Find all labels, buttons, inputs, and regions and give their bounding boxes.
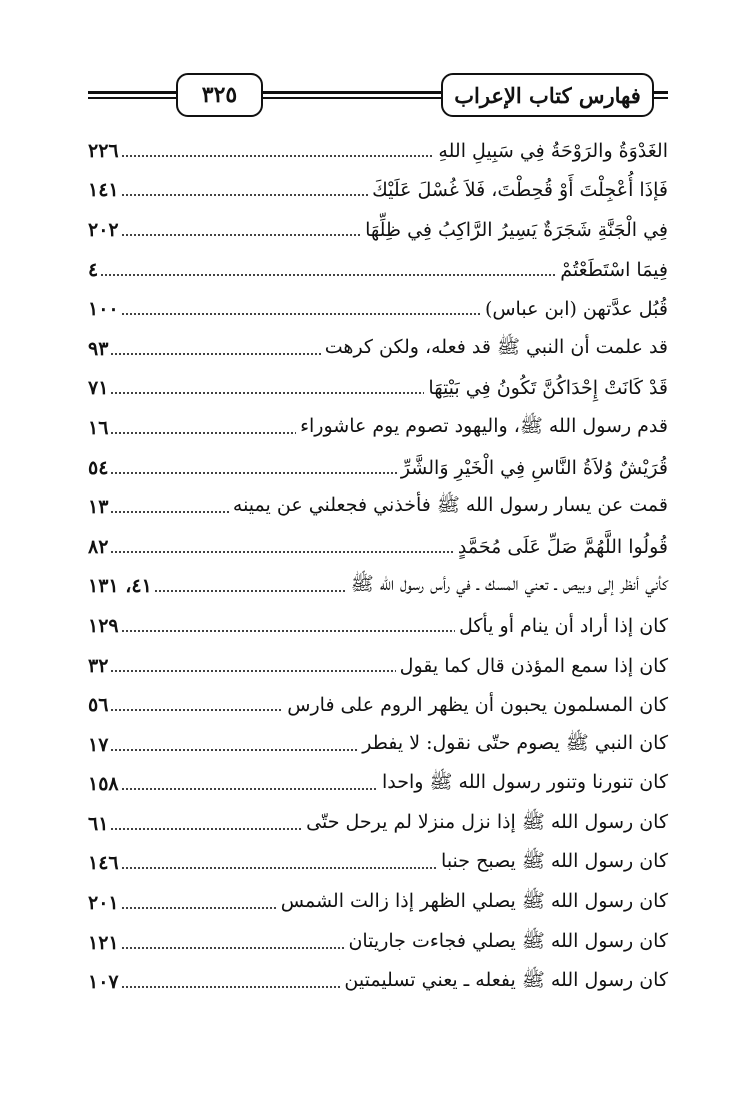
entry-page: ١٧ [88, 733, 109, 756]
entry-text: قَدْ كَانَتْ إِحْدَاكُنَّ تَكُونُ فِي بَيْتِهَا [428, 377, 668, 400]
dot-leader [110, 828, 302, 830]
entry-text: قُولُوا اللَّهُمَّ صَلِّ عَلَى مُحَمَّدٍ [457, 535, 668, 558]
entry-page: ١٢١ [88, 931, 119, 954]
dot-leader [154, 590, 347, 592]
entry-page: ١٥٨ [88, 773, 119, 796]
index-entry [88, 646, 668, 686]
index-entry [88, 527, 668, 567]
dot-leader [110, 432, 296, 434]
dot-leader [121, 788, 378, 790]
dot-leader [110, 511, 228, 513]
index-entry [88, 448, 668, 488]
dot-leader [121, 194, 368, 196]
dot-leader [100, 274, 556, 276]
entry-page: ١٤١ [88, 179, 119, 202]
dot-leader [110, 472, 396, 474]
entry-page: ٦١ [88, 812, 109, 835]
entry-page: ٩٣ [88, 337, 109, 360]
entry-text: كان رسول الله ﷺ يصبح جنبا [441, 850, 668, 873]
entry-text: كان النبي ﷺ يصوم حتّى نقول: لا يفطر [362, 731, 668, 754]
index-entry [88, 844, 668, 884]
entry-text: قُبُل عدَّتهن (ابن عباس) [484, 298, 668, 321]
page-number: ٣٢٥ [176, 73, 263, 117]
dot-leader [121, 986, 341, 988]
index-entry [88, 725, 668, 765]
entry-text: كان إذا أراد أن ينام أو يأكل [458, 614, 668, 637]
entry-text: كان إذا سمع المؤذن قال كما يقول [399, 654, 668, 677]
index-entry [88, 369, 668, 409]
dot-leader [121, 907, 277, 909]
index-entry [88, 289, 668, 329]
dot-leader [121, 947, 345, 949]
dot-leader [121, 155, 435, 157]
dot-leader [110, 551, 453, 553]
entry-text: قمت عن يسار رسول الله ﷺ فأخذني فجعلني عن يمينه [232, 494, 668, 517]
entry-page: ٢٠٢ [88, 218, 119, 241]
entry-text: الغَدْوَةُ والرَوْحَةُ فِي سَبِيلِ اللهِ [438, 139, 668, 162]
dot-leader [110, 670, 395, 672]
entry-page: ٤١، ١٣١ [88, 575, 152, 598]
entry-text: فِيمَا اسْتَطَعْتُمْ [560, 258, 668, 281]
entry-text: قد علمت أن النبي ﷺ قد فعله، ولكن كرهت [324, 335, 668, 358]
hadith-index-list [88, 131, 668, 1002]
entry-text: فِي الْجَنَّةِ شَجَرَةٌ يَسِيرُ الرَّاكِبُ فِي ظِلِّهَا [365, 218, 668, 241]
entry-text: قدم رسول الله ﷺ، واليهود تصوم يوم عاشوراء [300, 414, 668, 437]
index-entry [88, 685, 668, 725]
book-index-title: فهارس كتاب الإعراب [441, 73, 654, 117]
entry-page: ٨٢ [88, 535, 109, 558]
entry-page: ٣٢ [88, 654, 109, 677]
entry-text: كان رسول الله ﷺ إذا نزل منزلا لم يرحل حتّى [306, 810, 668, 833]
index-entry [88, 765, 668, 805]
index-entry [88, 923, 668, 963]
entry-text: قُرَيْشٌ وُلاَةُ النَّاسِ فِي الْخَيْرِ وَالشَّرِّ [400, 456, 668, 479]
index-entry [88, 567, 668, 607]
dot-leader [110, 749, 358, 751]
index-entry [88, 171, 668, 211]
entry-page: ١٠٠ [88, 298, 119, 321]
dot-leader [121, 630, 455, 632]
entry-text: كان رسول الله ﷺ يصلي فجاءت جاريتان [348, 929, 668, 952]
entry-page: ١٣ [88, 496, 109, 519]
index-entry [88, 408, 668, 448]
index-entry [88, 883, 668, 923]
index-entry [88, 329, 668, 369]
entry-page: ٥٦ [88, 694, 109, 717]
dot-leader [110, 392, 424, 394]
entry-page: ٤ [88, 258, 99, 281]
entry-page: ٢٠١ [88, 892, 119, 915]
index-entry [88, 250, 668, 290]
index-entry [88, 804, 668, 844]
entry-text: كان رسول الله ﷺ يفعله ـ يعني تسليمتين [344, 969, 668, 992]
page-header [0, 0, 754, 130]
dot-leader [121, 867, 437, 869]
entry-text: كان المسلمون يحبون أن يظهر الروم على فارس [287, 694, 668, 717]
index-entry [88, 606, 668, 646]
dot-leader [121, 313, 481, 315]
entry-text: كأني أنظر إلى وبيص ـ تعني المسك ـ في رأس رسول الله ﷺ [350, 573, 668, 596]
entry-page: ٢٢٦ [88, 139, 119, 162]
dot-leader [110, 353, 320, 355]
index-entry [88, 962, 668, 1002]
entry-text: فَإذَا أُعْجِلْتَ أَوْ قُحِطْتَ، فَلاَ غُسْلَ عَلَيْكَ [372, 179, 668, 202]
index-entry [88, 210, 668, 250]
dot-leader [110, 709, 283, 711]
entry-text: كان رسول الله ﷺ يصلي الظهر إذا زالت الشمس [280, 890, 668, 913]
index-entry [88, 131, 668, 171]
entry-page: ١٦ [88, 416, 109, 439]
entry-page: ٥٤ [88, 456, 109, 479]
dot-leader [121, 234, 361, 236]
entry-page: ١٤٦ [88, 852, 119, 875]
index-entry [88, 487, 668, 527]
entry-page: ١٢٩ [88, 614, 119, 637]
entry-text: كان تنورنا وتنور رسول الله ﷺ واحدا [382, 771, 668, 794]
entry-page: ١٠٧ [88, 971, 119, 994]
entry-page: ٧١ [88, 377, 109, 400]
